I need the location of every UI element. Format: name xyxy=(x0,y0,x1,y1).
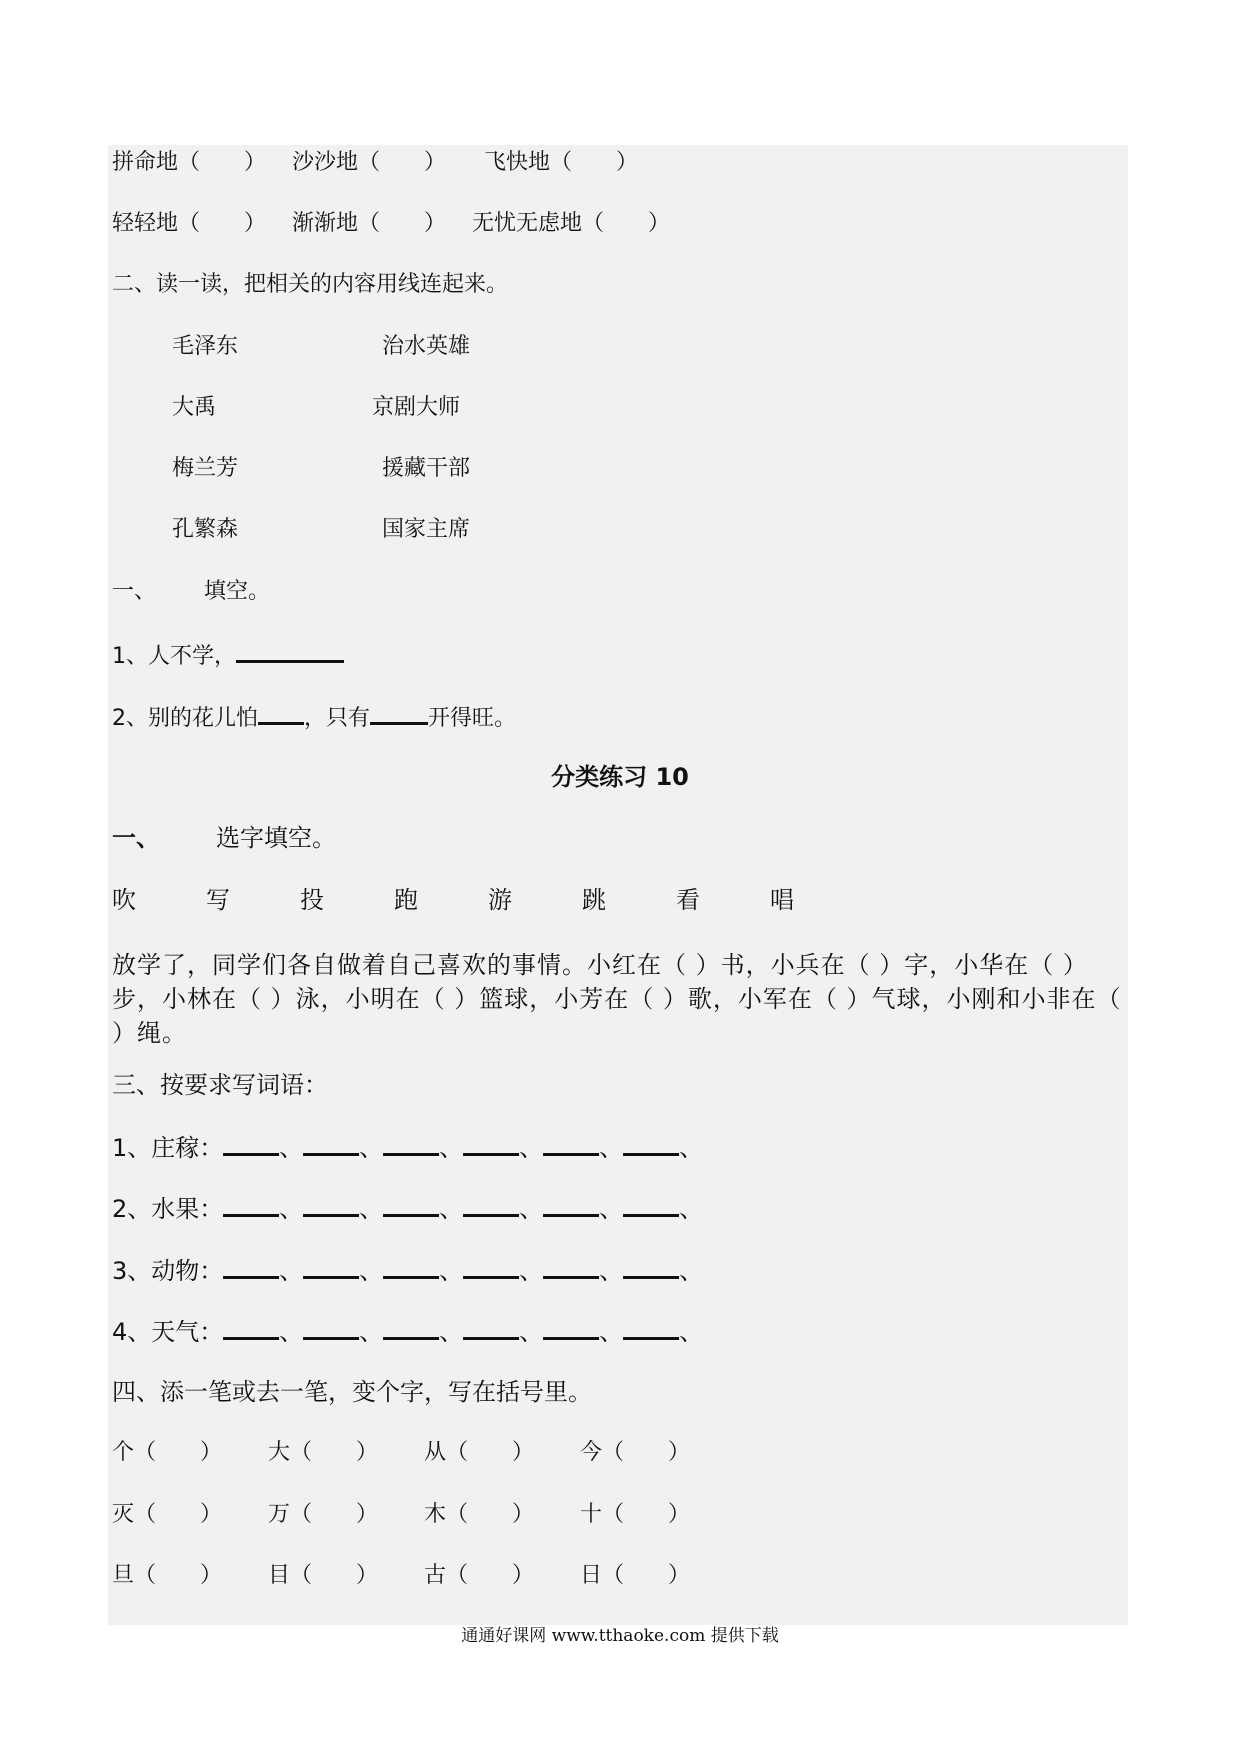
match-left-item: 孔繁森 xyxy=(172,517,239,542)
adverb-item: 飞快地（ ） xyxy=(484,150,639,175)
separator: 、 xyxy=(599,1257,624,1285)
answer-blank[interactable] xyxy=(463,1254,519,1279)
section-heading: 填空。 xyxy=(204,579,271,604)
category-label: 1、庄稼： xyxy=(112,1134,224,1162)
char-option: 游 xyxy=(488,886,512,914)
separator: 、 xyxy=(679,1257,704,1285)
answer-blank[interactable] xyxy=(303,1315,359,1340)
answer-blank[interactable] xyxy=(383,1315,439,1340)
answer-blank[interactable] xyxy=(383,1192,439,1217)
answer-blank[interactable] xyxy=(543,1131,599,1156)
separator: 、 xyxy=(599,1195,624,1223)
adverb-item: 拼命地（ ） xyxy=(112,150,267,175)
answer-blank[interactable] xyxy=(543,1315,599,1340)
char-grid-cell: 十（ ） xyxy=(580,1502,691,1527)
char-grid-cell: 木（ ） xyxy=(424,1502,535,1527)
separator: 、 xyxy=(359,1195,384,1223)
separator: 、 xyxy=(439,1318,464,1346)
answer-blank[interactable] xyxy=(543,1192,599,1217)
adverb-item: 无忧无虑地（ ） xyxy=(472,211,671,236)
answer-blank[interactable] xyxy=(303,1254,359,1279)
answer-blank[interactable] xyxy=(543,1254,599,1279)
separator: 、 xyxy=(439,1195,464,1223)
char-grid-cell: 灭（ ） xyxy=(112,1502,223,1527)
separator: 、 xyxy=(599,1134,624,1162)
answer-blank[interactable] xyxy=(236,638,344,663)
story-paragraph: 放学了，同学们各自做着自己喜欢的事情。小红在（ ）书，小兵在（ ）字，小华在（ ）步，小林在（ ）泳，小明在（ ）篮球，小芳在（ ）歌，小军在（ ）气球，小刚和小非在（ ）绳。 xyxy=(112,951,1122,1047)
char-option: 跑 xyxy=(394,886,418,914)
char-grid-cell: 今（ ） xyxy=(580,1440,691,1465)
separator: 、 xyxy=(599,1318,624,1346)
section-heading: 选字填空。 xyxy=(216,824,336,852)
adverb-item: 轻轻地（ ） xyxy=(112,211,267,236)
question-text: 2、别的花儿怕 xyxy=(112,706,258,731)
char-option: 投 xyxy=(300,886,324,914)
question-text: ，只有 xyxy=(304,706,371,731)
adverb-item: 渐渐地（ ） xyxy=(292,211,447,236)
match-left-item: 毛泽东 xyxy=(172,334,239,359)
char-grid-cell: 万（ ） xyxy=(268,1502,379,1527)
match-right-item: 国家主席 xyxy=(382,517,471,542)
separator: 、 xyxy=(359,1134,384,1162)
category-row xyxy=(112,1131,703,1163)
separator: 、 xyxy=(519,1318,544,1346)
answer-blank[interactable] xyxy=(223,1192,279,1217)
fill-question-2 xyxy=(112,700,516,734)
separator: 、 xyxy=(679,1318,704,1346)
separator: 、 xyxy=(359,1257,384,1285)
answer-blank[interactable] xyxy=(303,1192,359,1217)
char-grid-cell: 旦（ ） xyxy=(112,1563,223,1588)
answer-blank[interactable] xyxy=(463,1192,519,1217)
answer-blank[interactable] xyxy=(463,1131,519,1156)
char-grid-cell: 日（ ） xyxy=(580,1563,691,1588)
separator: 、 xyxy=(279,1257,304,1285)
match-left-item: 梅兰芳 xyxy=(172,456,239,481)
answer-blank[interactable] xyxy=(623,1254,679,1279)
question-text: 1、人不学， xyxy=(112,644,236,669)
separator: 、 xyxy=(279,1134,304,1162)
match-right-item: 京剧大师 xyxy=(372,395,461,420)
adverb-item: 沙沙地（ ） xyxy=(292,150,447,175)
char-option: 看 xyxy=(676,886,700,914)
practice-title: 分类练习 10 xyxy=(551,763,689,791)
separator: 、 xyxy=(679,1195,704,1223)
category-row xyxy=(112,1254,703,1286)
section-heading: 三、按要求写词语： xyxy=(112,1071,328,1099)
separator: 、 xyxy=(519,1134,544,1162)
category-row xyxy=(112,1192,703,1224)
separator: 、 xyxy=(439,1257,464,1285)
section-heading: 二、读一读，把相关的内容用线连起来。 xyxy=(112,272,509,297)
char-grid-cell: 大（ ） xyxy=(268,1440,379,1465)
separator: 、 xyxy=(679,1134,704,1162)
answer-blank[interactable] xyxy=(223,1254,279,1279)
answer-blank[interactable] xyxy=(623,1131,679,1156)
answer-blank[interactable] xyxy=(463,1315,519,1340)
separator: 、 xyxy=(519,1257,544,1285)
char-option: 吹 xyxy=(112,886,136,914)
category-label: 2、水果： xyxy=(112,1195,224,1223)
answer-blank[interactable] xyxy=(623,1192,679,1217)
answer-blank[interactable] xyxy=(370,700,428,725)
category-label: 3、动物： xyxy=(112,1257,224,1285)
char-option: 跳 xyxy=(582,886,606,914)
char-grid-cell: 个（ ） xyxy=(112,1440,223,1465)
separator: 、 xyxy=(279,1318,304,1346)
answer-blank[interactable] xyxy=(223,1131,279,1156)
char-option: 写 xyxy=(206,886,230,914)
category-label: 4、天气： xyxy=(112,1318,224,1346)
match-right-item: 治水英雄 xyxy=(382,334,471,359)
separator: 、 xyxy=(439,1134,464,1162)
question-text: 开得旺。 xyxy=(428,706,517,731)
page-footer: 通通好课网 www.tthaoke.com 提供下载 xyxy=(461,1626,779,1646)
fill-question-1 xyxy=(112,638,344,672)
section-heading: 四、添一笔或去一笔，变个字，写在括号里。 xyxy=(112,1378,592,1406)
separator: 、 xyxy=(359,1318,384,1346)
section-number: 一、 xyxy=(112,824,160,852)
char-option: 唱 xyxy=(770,886,794,914)
char-grid-cell: 目（ ） xyxy=(268,1563,379,1588)
answer-blank[interactable] xyxy=(223,1315,279,1340)
char-grid-cell: 从（ ） xyxy=(424,1440,535,1465)
separator: 、 xyxy=(279,1195,304,1223)
answer-blank[interactable] xyxy=(383,1131,439,1156)
answer-blank[interactable] xyxy=(303,1131,359,1156)
match-left-item: 大禹 xyxy=(172,395,217,420)
match-right-item: 援藏干部 xyxy=(382,456,471,481)
answer-blank[interactable] xyxy=(258,700,304,725)
separator: 、 xyxy=(519,1195,544,1223)
answer-blank[interactable] xyxy=(383,1254,439,1279)
char-grid-cell: 古（ ） xyxy=(424,1563,535,1588)
category-row xyxy=(112,1315,703,1347)
section-number: 一、 xyxy=(112,579,157,604)
answer-blank[interactable] xyxy=(623,1315,679,1340)
